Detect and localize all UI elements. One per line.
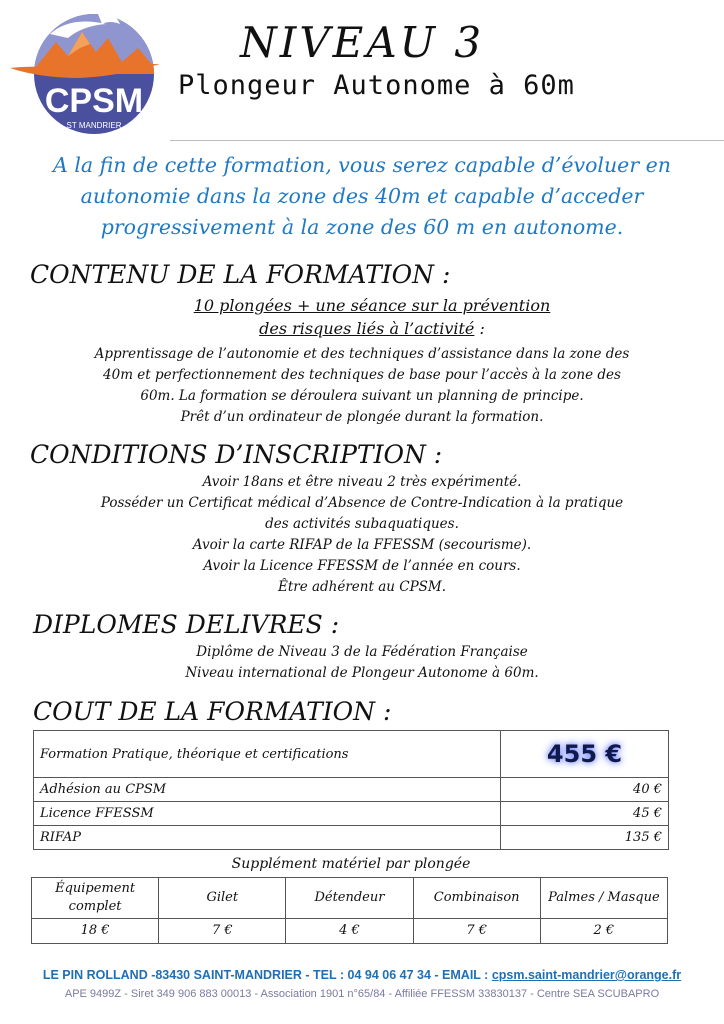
- contenu-line: Apprentissage de l’autonomie et des techniques d’assistance dans la zone des: [94, 346, 630, 362]
- cost-value: 40 €: [501, 778, 669, 802]
- section-heading-diplomes: DIPLOMES DELIVRES :: [33, 610, 340, 639]
- supplement-value: 2 €: [540, 919, 667, 944]
- footer-contact: [0, 968, 724, 982]
- supplement-header: Détendeur: [286, 878, 413, 919]
- supplement-value: 4 €: [286, 919, 413, 944]
- diplomes-line: Diplôme de Niveau 3 de la Fédération Française: [196, 644, 528, 660]
- cost-value-cell: [501, 731, 669, 778]
- diplomes-body: [20, 642, 704, 684]
- header-divider: [170, 140, 724, 141]
- email-link[interactable]: cpsm.saint-mandrier@orange.fr: [491, 968, 682, 982]
- section-heading-cout: COUT DE LA FORMATION :: [33, 697, 392, 726]
- footer-legal: APE 9499Z - Siret 349 906 883 00013 - Association 1901 n°65/84 - Affiliée FFESSM 33830137 - Centre SEA SCUBAPRO: [64, 988, 660, 1000]
- supplement-title: Supplément matériel par plongée: [231, 856, 471, 872]
- intro-line: progressivement à la zone des 60 m en autonome.: [100, 215, 624, 239]
- contenu-highlight: [30, 295, 714, 341]
- supplement-value: 7 €: [159, 919, 286, 944]
- conditions-line: Être adhérent au CPSM.: [277, 579, 447, 595]
- diplomes-line: Niveau international de Plongeur Autonome à 60m.: [185, 665, 539, 681]
- conditions-line: des activités subaquatiques.: [265, 516, 459, 532]
- cost-label: Licence FFESSM: [34, 802, 501, 826]
- supplement-header: Gilet: [159, 878, 286, 919]
- supplement-table: [31, 877, 668, 944]
- footer-address: LE PIN ROLLAND -83430 SAINT-MANDRIER - TEL : 04 94 06 47 34 - EMAIL :: [42, 968, 492, 982]
- supplement-header: Palmes / Masque: [540, 878, 667, 919]
- table-row: [34, 802, 669, 826]
- section-heading-contenu: CONTENU DE LA FORMATION :: [30, 260, 451, 289]
- supplement-header: Combinaison: [413, 878, 540, 919]
- page-title: NIVEAU 3: [240, 18, 485, 67]
- cost-label: Formation Pratique, théorique et certifications: [34, 731, 501, 778]
- contenu-underlined-text: des risques liés à l’activité: [259, 319, 475, 338]
- section-heading-conditions: CONDITIONS D’INSCRIPTION :: [30, 440, 443, 469]
- contenu-suffix: :: [474, 319, 485, 338]
- contenu-body: [20, 344, 704, 428]
- contenu-line: 60m. La formation se déroulera suivant un planning de principe.: [140, 388, 584, 404]
- cost-label: RIFAP: [34, 826, 501, 850]
- cost-value: 135 €: [501, 826, 669, 850]
- logo-text: CPSM: [44, 82, 144, 120]
- conditions-body: [20, 472, 704, 598]
- table-row: [34, 826, 669, 850]
- cost-label: Adhésion au CPSM: [34, 778, 501, 802]
- page-subtitle: Plongeur Autonome à 60m: [178, 70, 575, 101]
- supplement-value: 18 €: [32, 919, 159, 944]
- contenu-line: 40m et perfectionnement des techniques de base pour l’accès à la zone des: [103, 367, 621, 383]
- table-row: [32, 878, 668, 919]
- conditions-line: Avoir la Licence FFESSM de l’année en cours.: [203, 558, 521, 574]
- contenu-underlined-text: 10 plongées + une séance sur la prévention: [193, 296, 551, 315]
- cost-table: [33, 730, 669, 850]
- cost-value: 45 €: [501, 802, 669, 826]
- intro-line: autonomie dans la zone des 40m et capable d’acceder: [80, 184, 644, 208]
- table-row: [34, 778, 669, 802]
- conditions-line: Avoir 18ans et être niveau 2 très expérimenté.: [202, 474, 522, 490]
- cpsm-logo: [10, 4, 170, 136]
- contenu-line: Prêt d’un ordinateur de plongée durant la formation.: [180, 409, 544, 425]
- total-price: 455 €: [546, 740, 623, 768]
- intro-line: A la fin de cette formation, vous serez capable d’évoluer en: [53, 153, 671, 177]
- supplement-header: Équipement complet: [32, 878, 159, 919]
- logo-subtext: ST MANDRIER: [66, 121, 122, 130]
- supplement-value: 7 €: [413, 919, 540, 944]
- conditions-line: Posséder un Certificat médical d’Absence de Contre-Indication à la pratique: [100, 495, 624, 511]
- conditions-line: Avoir la carte RIFAP de la FFESSM (secourisme).: [192, 537, 532, 553]
- intro-paragraph: [20, 150, 704, 243]
- table-row: [32, 919, 668, 944]
- table-row: [34, 731, 669, 778]
